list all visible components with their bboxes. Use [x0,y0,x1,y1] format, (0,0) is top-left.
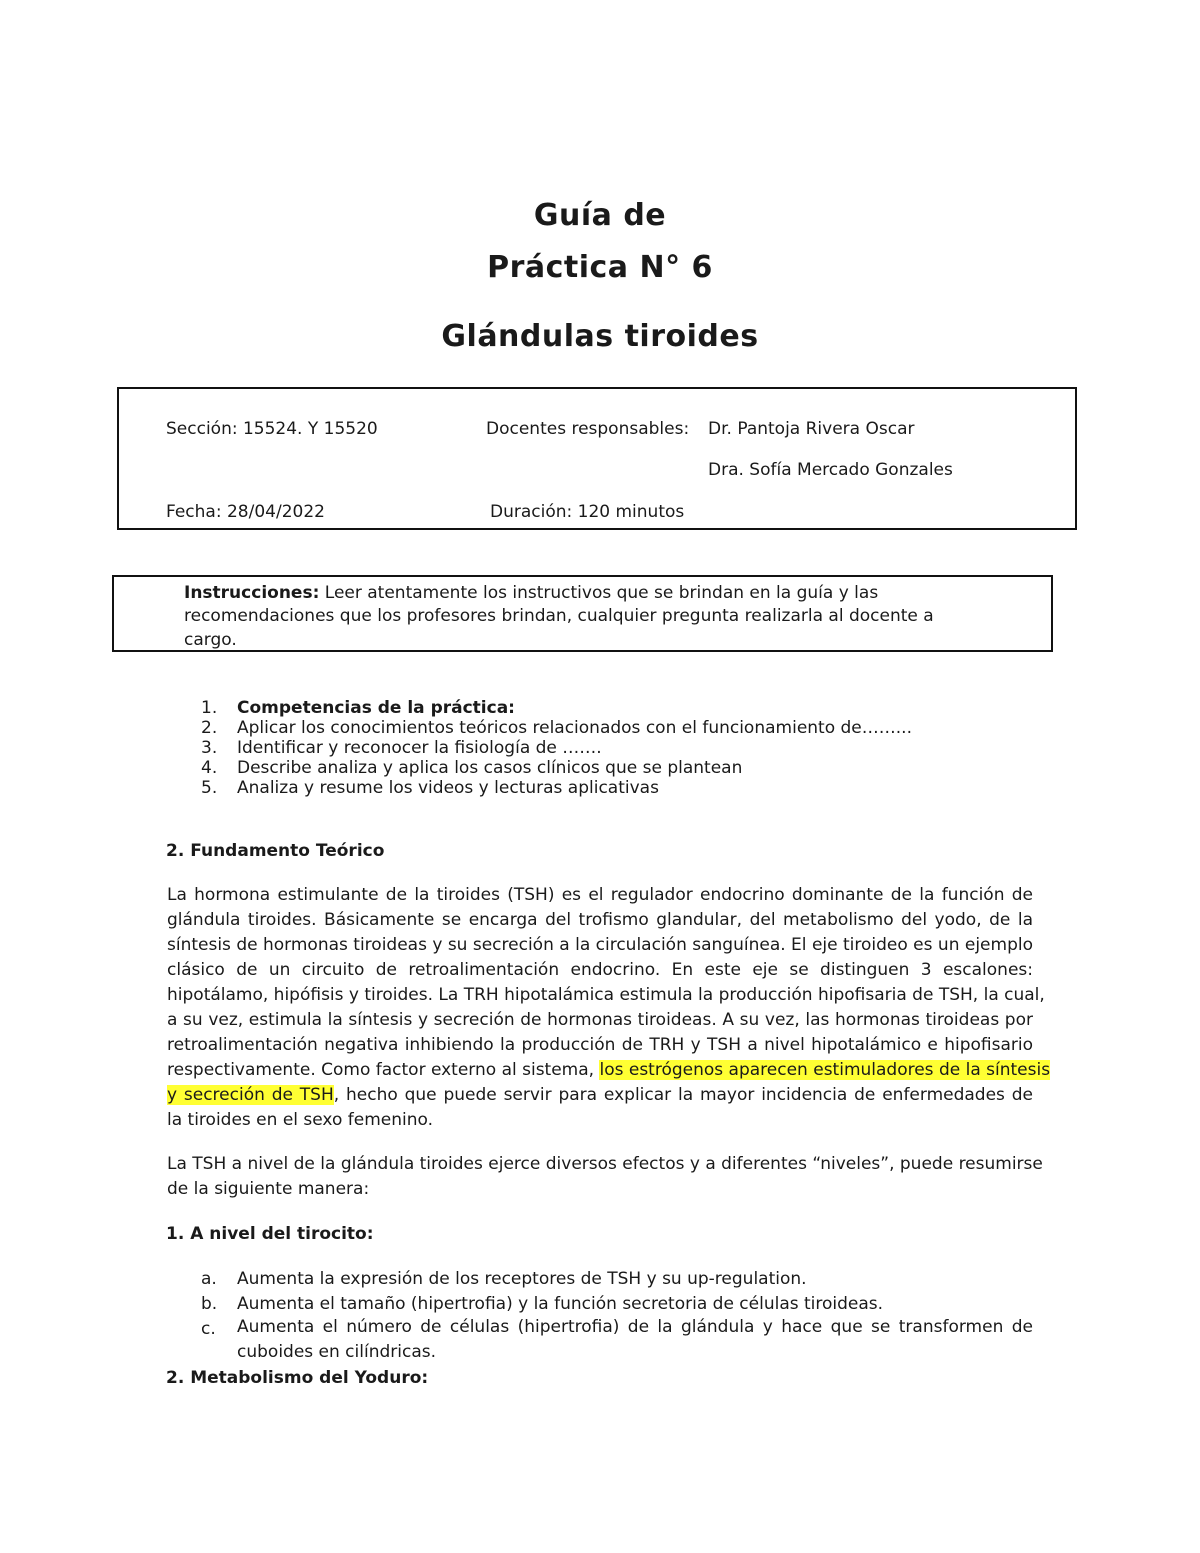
list-item: Describe analiza y aplica los casos clínicos que se plantean [237,758,743,778]
paragraph-line: La hormona estimulante de la tiroides (TSH) es el regulador endocrino dominante de la función de [167,885,1033,905]
list-item: Identificar y reconocer la fisiología de ……. [237,738,602,758]
paragraph-line: glándula tiroides. Básicamente se encarga del trofismo glandular, del metabolismo del yodo, de la [167,910,1033,930]
list-item-line: Aumenta el número de células (hipertrofia) de la glándula y hace que se transformen de [237,1317,1033,1337]
paragraph-line: La TSH a nivel de la glándula tiroides ejerce diversos efectos y a diferentes “niveles”, puede resumirse [167,1154,1043,1174]
docente-1: Dr. Pantoja Rivera Oscar [708,419,915,439]
paragraph-text: , hecho que puede servir para explicar la mayor incidencia de enfermedades de [333,1085,1033,1105]
paragraph-line [167,1058,1051,1083]
seccion-text: Sección: 15524. Y 15520 [166,419,378,439]
paragraph-line: clásico de un circuito de retroalimentación endocrino. En este eje se distinguen 3 escalones: [167,960,1033,980]
highlighted-text: los estrógenos aparecen estimuladores de la síntesis [599,1060,1051,1080]
list-item [237,1315,1033,1365]
list-number: 2. [201,718,218,738]
instructions-line-3: cargo. [184,630,237,650]
title-line-3: Glándulas tiroides [441,319,759,354]
instructions-line-2: recomendaciones que los profesores brindan, cualquier pregunta realizarla al docente a [184,606,934,626]
paragraph-line: hipotálamo, hipófisis y tiroides. La TRH hipotalámica estimula la producción hipofisaria de TSH, la cual, [167,985,1045,1005]
list-letter: c. [201,1319,216,1339]
list-item-line: cuboides en cilíndricas. [237,1342,437,1362]
list-number: 1. [201,698,218,718]
paragraph-line: síntesis de hormonas tiroideas y su secreción a la circulación sanguínea. El eje tiroideo es un ejemplo [167,935,1033,955]
yoduro-heading: 2. Metabolismo del Yoduro: [166,1368,429,1388]
paragraph-2 [167,1152,1043,1202]
instructions-text-1: Leer atentamente los instructivos que se brindan en la guía y las [319,583,879,603]
list-item: Aumenta el tamaño (hipertrofia) y la función secretoria de células tiroideas. [237,1294,884,1314]
docentes-label: Docentes responsables: [486,419,690,439]
list-number: 4. [201,758,218,778]
paragraph-line: de la siguiente manera: [167,1179,370,1199]
title-line-1: Guía de [533,198,667,233]
title-line-2: Práctica N° 6 [487,250,713,285]
list-letter: b. [201,1294,218,1314]
paragraph-1 [167,883,1051,1133]
tirocito-heading: 1. A nivel del tirocito: [166,1224,374,1244]
fundamento-heading: 2. Fundamento Teórico [166,841,385,861]
list-number: 5. [201,778,218,798]
instructions-label: Instrucciones: [184,583,320,603]
paragraph-line: a su vez, estimula la síntesis y secreción de hormonas tiroideas. A su vez, las hormonas tiroideas por [167,1010,1033,1030]
list-item: Analiza y resume los videos y lecturas aplicativas [237,778,659,798]
highlighted-text: y secreción de TSH [167,1085,334,1105]
paragraph-text: respectivamente. Como factor externo al sistema, [167,1060,600,1080]
list-item: Aumenta la expresión de los receptores de TSH y su up-regulation. [237,1269,807,1289]
list-letter: a. [201,1269,217,1289]
paragraph-line [167,1083,1033,1108]
list-item: Competencias de la práctica: [237,698,515,718]
paragraph-line: la tiroides en el sexo femenino. [167,1110,434,1130]
duracion-text: Duración: 120 minutos [490,502,685,522]
docente-2: Dra. Sofía Mercado Gonzales [708,460,953,480]
list-number: 3. [201,738,218,758]
list-item: Aplicar los conocimientos teóricos relacionados con el funcionamiento de……... [237,718,912,738]
paragraph-line: retroalimentación negativa inhibiendo la producción de TRH y TSH a nivel hipotalámico e hipofisario [167,1035,1033,1055]
fecha-text: Fecha: 28/04/2022 [166,502,325,522]
instructions-line-1 [184,582,878,604]
